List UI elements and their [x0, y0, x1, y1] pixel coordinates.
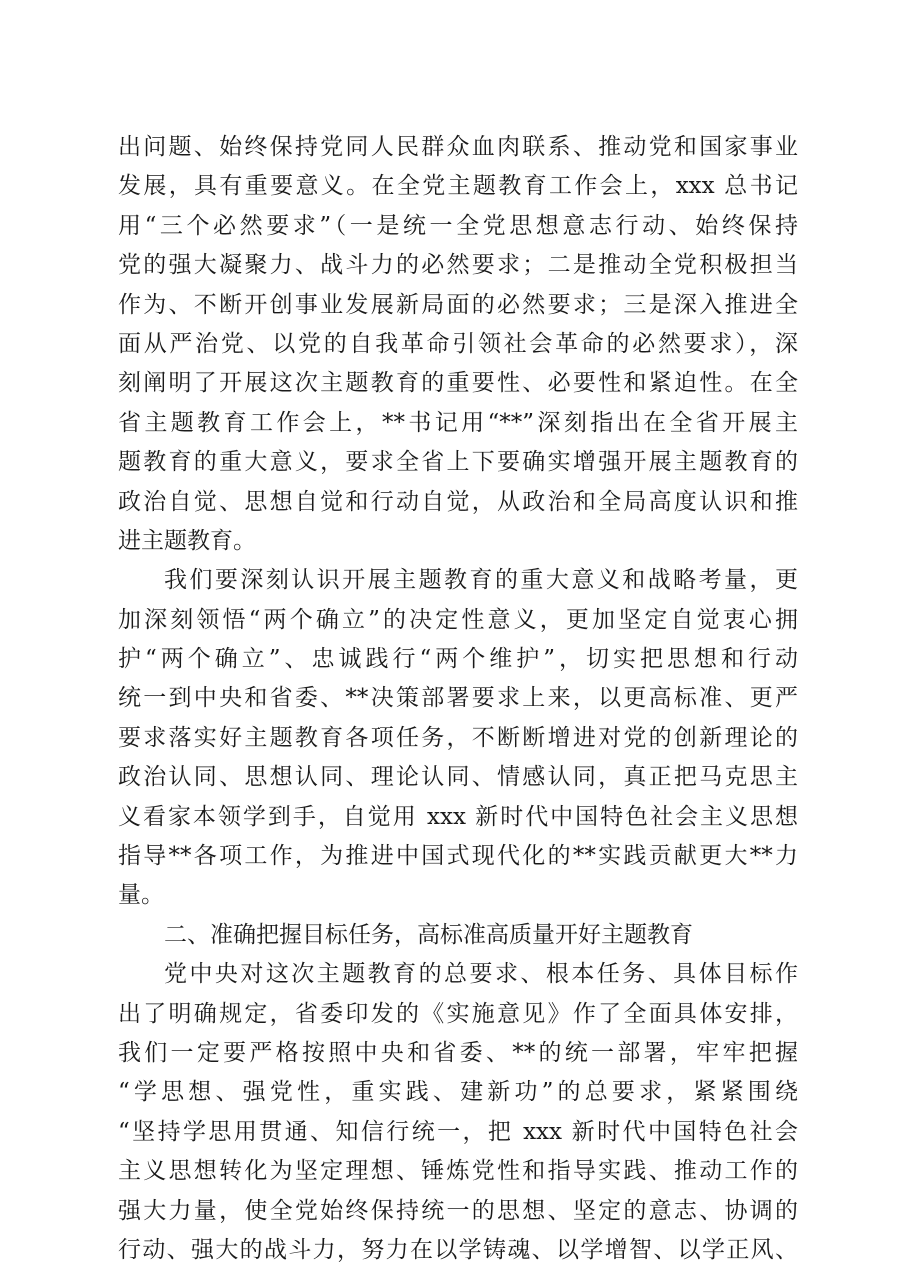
section-heading: 二、准确把握目标任务，高标准高质量开好主题教育 — [164, 921, 693, 948]
text-line: “学思想、强党性，重实践、建新功”的总要求，紧紧围绕 — [118, 1079, 798, 1106]
text-line: 护“两个确立”、忠诚践行“两个维护”，切实把思想和行动 — [118, 646, 798, 673]
text-line: 刻阐明了开展这次主题教育的重要性、必要性和紧迫性。在全 — [118, 370, 798, 397]
text-line: 义看家本领学到手，自觉用 xxx 新时代中国特色社会主义思想 — [118, 803, 798, 830]
paragraph-first-line: 党中央对这次主题教育的总要求、根本任务、具体目标作 — [164, 961, 798, 988]
paragraph-first-line: 我们要深刻认识开展主题教育的重大意义和战略考量，更 — [164, 567, 798, 594]
text-line: 进主题教育。 — [118, 527, 256, 554]
text-line: 题教育的重大意义，要求全省上下要确实增强开展主题教育的 — [118, 449, 798, 476]
text-line: 强大力量，使全党始终保持统一的思想、坚定的意志、协调的 — [118, 1197, 798, 1224]
text-line: 用“三个必然要求”（一是统一全党思想意志行动、始终保持 — [118, 212, 798, 239]
text-line: 面从严治党、以党的自我革命引领社会革命的必然要求），深 — [118, 330, 798, 357]
text-line: 出了明确规定，省委印发的《实施意见》作了全面具体安排， — [118, 1000, 798, 1027]
text-line: 发展，具有重要意义。在全党主题教育工作会上，xxx 总书记 — [118, 173, 798, 200]
text-line: 行动、强大的战斗力，努力在以学铸魂、以学增智、以学正风、 — [118, 1236, 798, 1263]
text-line: 主义思想转化为坚定理想、锤炼党性和指导实践、推动工作的 — [118, 1158, 798, 1185]
document-body — [118, 128, 798, 1270]
text-line: 我们一定要严格按照中央和省委、**的统一部署，牢牢把握 — [118, 1039, 798, 1066]
text-line: 加深刻领悟“两个确立”的决定性意义，更加坚定自觉衷心拥 — [118, 606, 798, 633]
text-line: 作为、不断开创事业发展新局面的必然要求；三是深入推进全 — [118, 291, 798, 318]
text-line: “坚持学思用贯通、知信行统一，把 xxx 新时代中国特色社会 — [118, 1118, 798, 1145]
text-line: 政治自觉、思想自觉和行动自觉，从政治和全局高度认识和推 — [118, 488, 798, 515]
text-line: 出问题、始终保持党同人民群众血肉联系、推动党和国家事业 — [118, 134, 798, 160]
text-line: 要求落实好主题教育各项任务，不断断增进对党的创新理论的 — [118, 724, 798, 751]
text-line: 指导**各项工作，为推进中国式现代化的**实践贡献更大**力 — [118, 843, 798, 870]
text-line: 统一到中央和省委、**决策部署要求上来，以更高标准、更严 — [118, 685, 798, 712]
text-line: 党的强大凝聚力、战斗力的必然要求；二是推动全党积极担当 — [118, 252, 798, 279]
text-line: 省主题教育工作会上，**书记用“**”深刻指出在全省开展主 — [118, 409, 798, 436]
text-line: 量。 — [118, 882, 164, 909]
text-line: 政治认同、思想认同、理论认同、情感认同，真正把马克思主 — [118, 764, 798, 791]
